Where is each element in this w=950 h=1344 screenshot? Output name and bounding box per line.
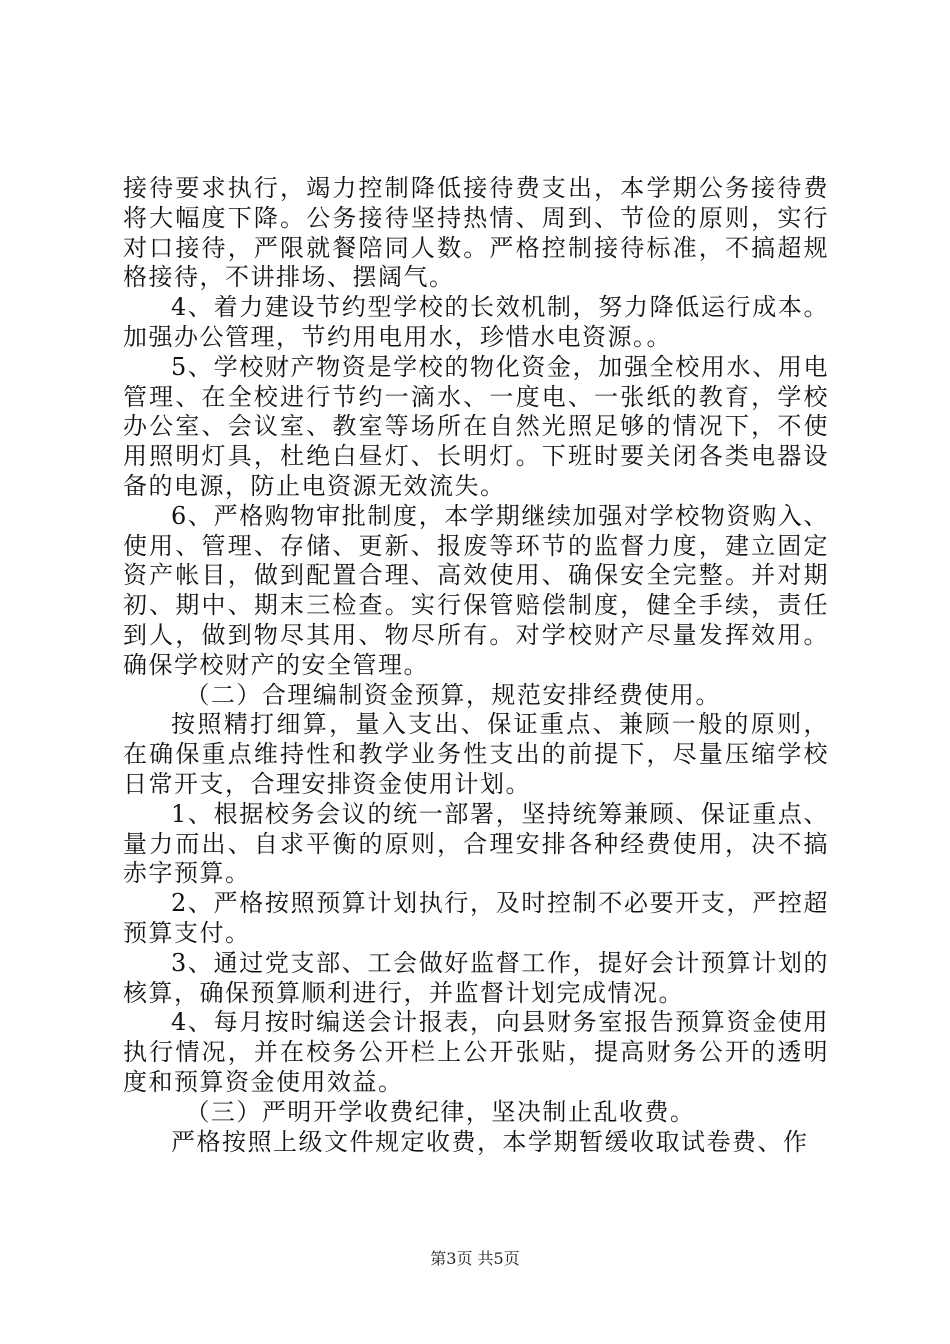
paragraph-budget-item-4: 4、每月按时编送会计报表，向县财务室报告预算资金使用执行情况，并在校务公开栏上公开张贴，提高财务公开的透明度和预算资金使用效益。 — [123, 1008, 829, 1096]
paragraph-budget-item-1: 1、根据校务会议的统一部署，坚持统筹兼顾、保证重点、量力而出、自求平衡的原则，合理安排各种经费使用，决不搞赤字预算。 — [123, 799, 829, 888]
paragraph-item-4-economy-school: 4、着力建设节约型学校的长效机制，努力降低运行成本。加强办公管理，节约用电用水，珍惜水电资源。。 — [123, 293, 829, 351]
document-body — [123, 174, 829, 1157]
paragraph-item-6-purchase: 6、严格购物审批制度，本学期继续加强对学校物资购入、使用、管理、存储、更新、报废等环节的监督力度，建立固定资产帐目，做到配置合理、高效使用、确保安全完整。并对期初、期中、期末三检查。实行保管赔偿制度，健全手续，责任到人，做到物尽其用、物尽所有。对学校财产尽量发挥效用。确保学校财产的安全管理。 — [123, 501, 829, 679]
paragraph-budget-item-3: 3、通过党支部、工会做好监督工作，提好会计预算计划的核算，确保预算顺利进行，并监督计划完成情况。 — [123, 948, 829, 1007]
paragraph-budget-principle: 按照精打细算，量入支出、保证重点、兼顾一般的原则，在确保重点维持性和教学业务性支出的前提下，尽量压缩学校日常开支，合理安排资金使用计划。 — [123, 710, 829, 798]
page-number-footer: 第3页 共5页 — [430, 1249, 520, 1268]
paragraph-fees: 严格按照上级文件规定收费，本学期暂缓收取试卷费、作 — [171, 1127, 809, 1156]
paragraph-item-5-property: 5、学校财产物资是学校的物化资金，加强全校用水、用电管理、在全校进行节约一滴水、一度电、一张纸的教育，学校办公室、会议室、教室等场所在自然光照足够的情况下，不使用照明灯具，杜绝白昼灯、长明灯。下班时要关闭各类电器设备的电源，防止电资源无效流失。 — [123, 352, 829, 500]
paragraph-reception-continued: 接待要求执行，竭力控制降低接待费支出，本学期公务接待费将大幅度下降。公务接待坚持热情、周到、节俭的原则，实行对口接待，严限就餐陪同人数。严格控制接待标准，不搞超规格接待，不讲排场、摆阔气。 — [123, 174, 829, 292]
section-heading-3: （三）严明开学收费纪律，坚决制止乱收费。 — [185, 1097, 696, 1126]
paragraph-budget-item-2: 2、严格按照预算计划执行，及时控制不必要开支，严控超预算支付。 — [123, 889, 829, 947]
section-heading-2: （二）合理编制资金预算，规范安排经费使用。 — [185, 680, 721, 709]
